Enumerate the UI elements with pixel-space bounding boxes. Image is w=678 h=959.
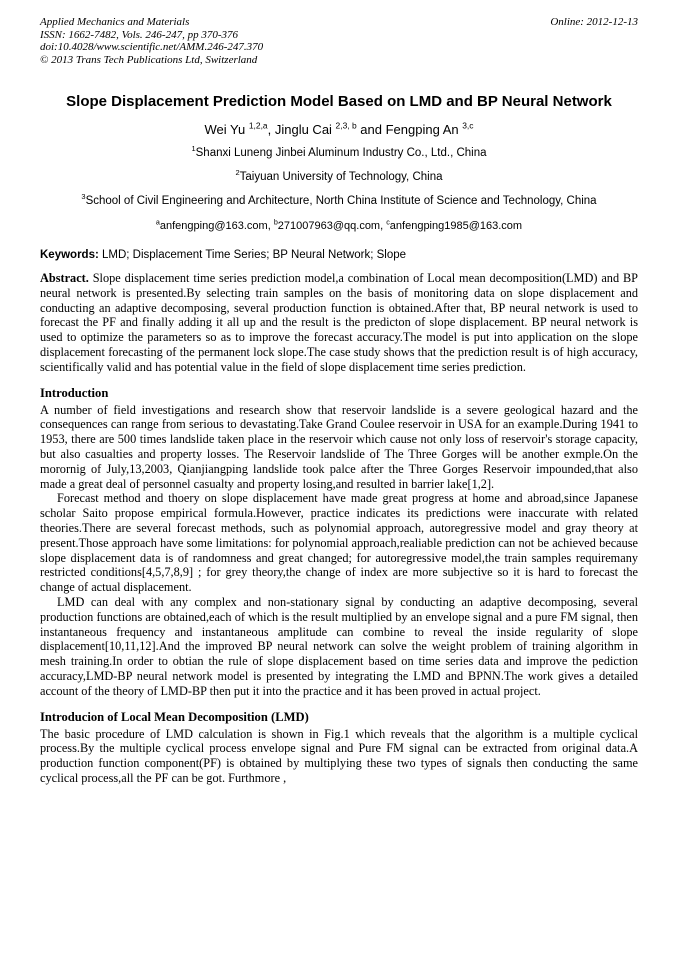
author-emails: $^a$anfengping@163.com, $^b$271007963@qq.com, $^c$anfengping1985@163.com [155, 218, 523, 232]
journal-header [40, 16, 638, 66]
online-date: Online: 2012-12-13 [550, 16, 638, 28]
section-introduction [40, 403, 638, 699]
doi-line: doi:10.4028/www.scientific.net/AMM.246-247.370 [40, 41, 264, 53]
abstract-text: Slope displacement time series prediction model,a combination of Local mean decomposition(LMD) and BP neural network is presented.By selecting train samples on the basis of monitoring data on slope displacement and conducting an adaptive decomposing, several production function is obtained.After that, BP neural network is used to forecast the PF and finally adding it all up and the result is the predicton of slope displacement. BP neural network is used to optimize the parameters so as to improve the forecast accuracy.The model is put into application on the slope displacement forecasting of the permanent lock slope.The case study shows that the prediction result is of high accuracy, scientifically valid and has potential value in the field of slope displacement time series prediction. [40, 271, 638, 374]
section-heading-introduction: Introduction [40, 385, 109, 400]
copyright-line: © 2013 Trans Tech Publications Ltd, Switzerland [40, 53, 258, 66]
affiliation-2: $^2$Taiyuan University of Technology, China [235, 168, 443, 183]
journal-name: Applied Mechanics and Materials [40, 16, 190, 28]
paragraph: LMD can deal with any complex and non-stationary signal by conducting an adaptive decomposing, several production functions are obtained,each of which is the result multiplied by an envelope signal and a pure FM signal, then instantaneous frequency and instantaneous amplitude can combine to reveal the inside regularity of slope displacement[10,11,12].And the improved BP neural network can solve the weight problem of training algorithm in mesh training.In order to obtian the rule of slope displacement based on time series data and improve the pediction accuracy,LMD-BP neural network model is presented by integrating the LMD and BPNN.The work gives a detailed account of the theory of LMD-BP then put it into the practice and it has been proved in actual project. [40, 594, 638, 698]
section-heading-lmd: Introducion of Local Mean Decomposition (LMD) [40, 709, 309, 724]
keywords-line [40, 249, 638, 261]
issn-line: ISSN: 1662-7482, Vols. 246-247, pp 370-376 [40, 28, 238, 41]
paper-title: Slope Displacement Prediction Model Based on LMD and BP Neural Network [66, 93, 612, 110]
abstract-label: Abstract. [40, 271, 89, 285]
affiliation-1: $^1$Shanxi Luneng Jinbei Aluminum Industry Co., Ltd., China [191, 144, 487, 159]
authors-line: Wei Yu $^{1,2,a}$, Jinglu Cai $^{2,3, b}$ and Fengping An $^{3,c}$ [204, 120, 474, 137]
paragraph: Forecast method and thoery on slope displacement have made great progress at home and abroad,since Japanese scholar Saito propose empirical formula.However, practice indicates its predictions were inaccurate with related theories.There are several forecast methods, such as polynomial approach, autoregressive model and gray theory at present.Those approach have some limitations: for polynomial approach,realiable prediction can not be achieved because slope displacement data is of randomness and great changed; for autoregressive model,the train samples requiremany restricted conditions[4,5,7,8,9] ; for grey theory,the change of index are more subjective so it is hard to forecast the change of actual displacement. [40, 491, 638, 595]
section-lmd [40, 727, 638, 786]
affiliation-3: $^3$School of Civil Engineering and Architecture, North China Institute of Science and Technology, China [81, 192, 597, 207]
paragraph: The basic procedure of LMD calculation is shown in Fig.1 which reveals that the algorithm is a multiple cyclical process.By the multiple cyclical process envelope signal and Pure FM signal can be extracted from original data.A production function component(PF) is obtained by multiplying these two types of signals then conducting the same cyclical process,all the PF can be got. Furthmore , [40, 726, 638, 785]
keywords-text: LMD; Displacement Time Series; BP Neural Network; Slope [98, 249, 407, 261]
keywords-label: Keywords: [40, 249, 99, 261]
paragraph: A number of field investigations and research show that reservoir landslide is a severe geological hazard and the consequences can range from serious to devastating.Take Grand Coulee reservoir in USA for an example.During 1941 to 1953, there are 500 times landslide taken place in the reservoir which cause not only loss of reservoir's storage capacity, but also casualties and property losses. The Reservoir landslide of The Three Gorges will be another exmple.On the morornig of July,13,2003, Qianjiangping landslide took palce after the Three Gorges Reservoir impounded,that also made a great deal of personnel casualty and property losing,and resulted in barrier lake[1,2]. [40, 402, 638, 491]
abstract [40, 271, 638, 375]
